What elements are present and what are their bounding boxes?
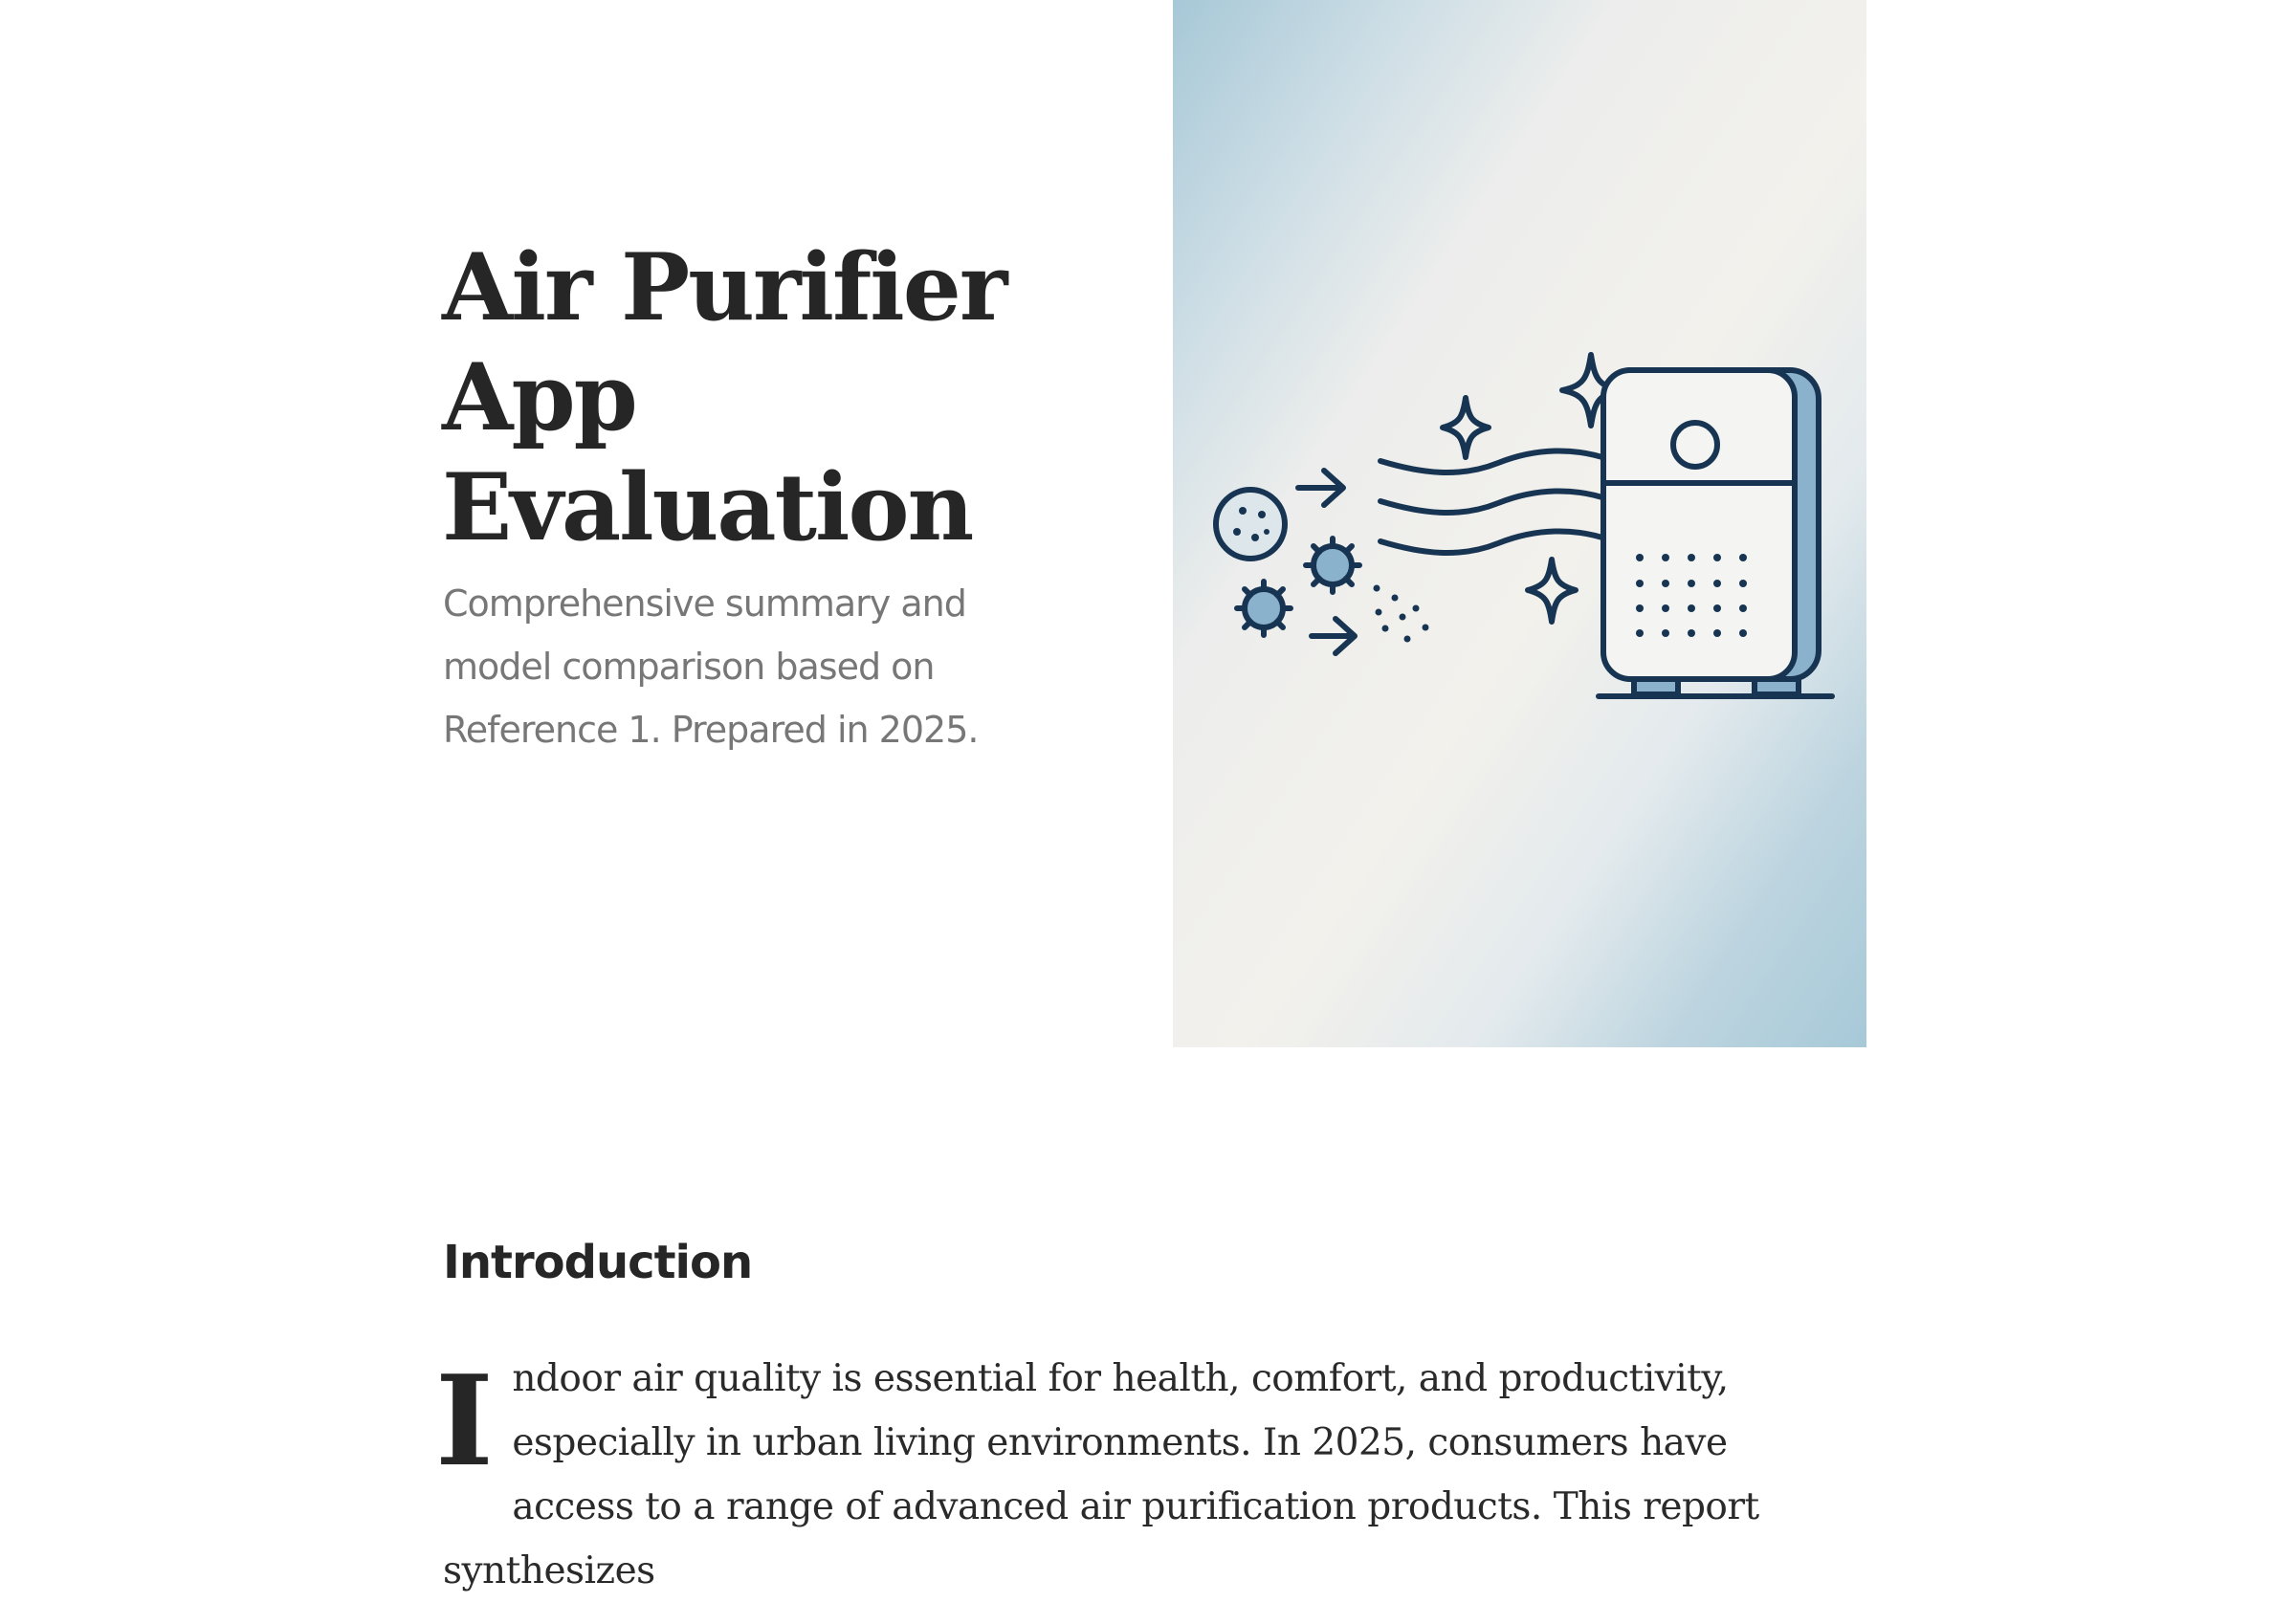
introduction-paragraph bbox=[435, 1347, 1859, 1603]
section-heading-introduction: Introduction bbox=[443, 1236, 753, 1289]
hero-illustration bbox=[1173, 0, 1866, 1047]
page-title: Air Purifier App Evaluation bbox=[442, 233, 1006, 561]
drop-cap: I bbox=[435, 1348, 494, 1494]
page-subtitle: Comprehensive summary and model comparison based on Reference 1. Prepared in 2025. bbox=[443, 582, 979, 751]
virus-icon bbox=[1237, 582, 1291, 635]
air-purifier-icon bbox=[1599, 370, 1832, 696]
air-purifier-illustration-icon bbox=[1173, 0, 1866, 1047]
dust-particle-icon bbox=[1216, 490, 1285, 559]
virus-icon bbox=[1306, 538, 1359, 592]
introduction-text: ndoor air quality is essential for health, comfort, and productivity, especially in urban living environments. In 2025, consumers have access to a range of advanced air purification products. This report synthesizes bbox=[443, 1357, 1759, 1592]
